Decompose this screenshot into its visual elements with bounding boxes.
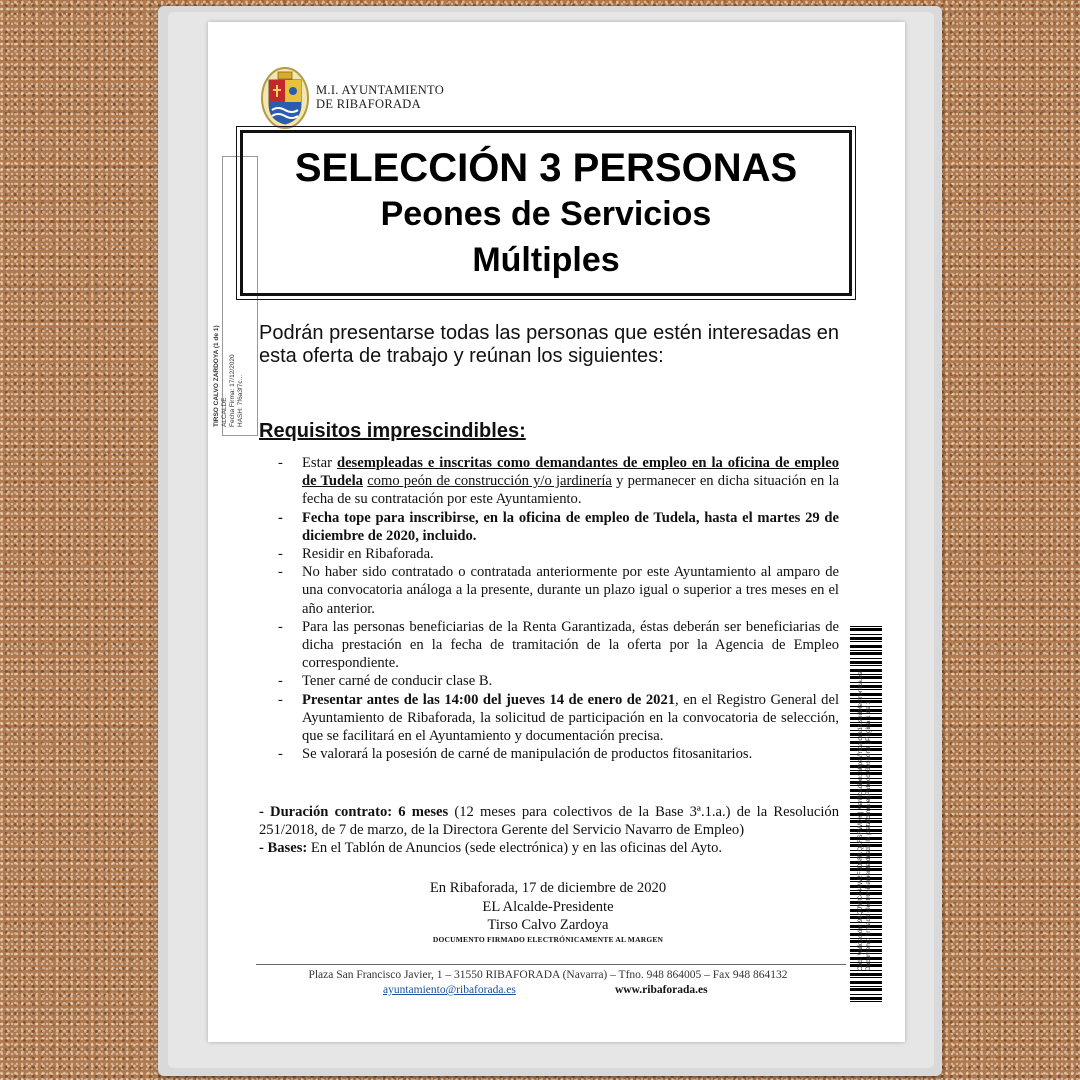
contract-and-bases: [259, 803, 839, 858]
barcode-bar: [850, 988, 882, 991]
list-item: - No haber sido contratado o contratada anteriormente por este Ayuntamiento al amparo de una convocatoria análoga a la presente, durante un plazo igual o superior a tres meses en el año anterior.: [278, 564, 839, 617]
list-item: - Fecha tope para inscribirse, en la oficina de empleo de Tudela, hasta el martes 29 de diciembre de 2020, incluido.: [278, 509, 839, 544]
list-item: - Se valorará la posesión de carné de manipulación de productos fitosanitarios.: [278, 746, 753, 763]
title-line-1: SELECCIÓN 3 PERSONAS: [294, 146, 798, 190]
barcode-bar: [850, 986, 882, 987]
list-item: - Para las personas beneficiarias de la Renta Garantizada, éstas deberán ser beneficiarias de dicha prestación en la fecha de tramitación de la oferta por la Agencia de Empleo correspondiente.: [278, 618, 839, 672]
list-item: - Estar desempleadas e inscritas como demandantes de empleo en la oficina de empleo de Tudela como peón de construcción y/o jardinería y permanecer en dicha situación en la fecha de su contratación por este Ayuntamiento.: [278, 455, 839, 508]
signature-block: [208, 879, 888, 945]
barcode-bar: [850, 994, 882, 995]
barcode-bar: [850, 973, 882, 976]
footer-website: www.ribaforada.es: [615, 984, 708, 996]
bases-line: - Bases: En el Tablón de Anuncios (sede electrónica) y en las oficinas del Ayto.: [259, 840, 723, 857]
coat-of-arms-logo: [260, 66, 310, 130]
barcode-bar: [850, 637, 882, 640]
title-line-2: Peones de Servicios: [380, 195, 712, 233]
list-item: - Tener carné de conducir clase B.: [278, 673, 493, 690]
title-line-3: Múltiples: [472, 241, 620, 279]
organization-name: [316, 83, 444, 111]
verification-text: [857, 661, 873, 971]
duration-line: - Duración contrato: 6 meses (12 meses para colectivos de la Base 3ª.1.a.) de la Resolución 251/2018, de 7 de marzo, de la Directora Gerente del Servicio Navarro de Empleo): [259, 804, 840, 839]
barcode-bar: [850, 645, 882, 648]
title-box: [240, 130, 852, 296]
org-line-1: M.I. AYUNTAMIENTO: [316, 83, 445, 97]
footer-email-link[interactable]: ayuntamiento@ribaforada.es: [383, 984, 516, 996]
barcode-bar: [850, 977, 882, 978]
barcode-bar: [850, 652, 882, 655]
intro-paragraph: Podrán presentarse todas las personas que estén interesadas en esta oferta de trabajo y reúnan los siguientes:: [259, 322, 839, 367]
verification-line-2: Documento firmado electrónicamente desde la plataforma esPublico Gestiona | Página 1 de 1: [865, 700, 872, 971]
footer-divider: [256, 964, 846, 965]
stamp-line-3: Fecha Firma: 17/12/2020: [229, 354, 236, 427]
org-line-2: DE RIBAFORADA: [316, 97, 421, 111]
footer-address: Plaza San Francisco Javier, 1 – 31550 RIBAFORADA (Navarra) – Tfno. 948 864005 – Fax 948 864132: [308, 969, 788, 981]
signature-note: DOCUMENTO FIRMADO ELECTRÓNICAMENTE AL MARGEN: [432, 934, 664, 944]
barcode-bar: [850, 626, 882, 627]
verification-line-1: Cód. Validación: 94QJWC444W2FJD4R1QLFSRWDY | Verificación: https://ribaforada.sedelectronica.es/: [857, 669, 864, 971]
document-page: [208, 22, 905, 1042]
requirements-list: [278, 454, 839, 763]
requirements-heading: Requisitos imprescindibles:: [259, 420, 526, 442]
stamp-line-4: HASH: 7f6a3f7c...: [237, 374, 244, 427]
barcode-bar: [850, 650, 882, 651]
barcode-bar: [850, 981, 882, 984]
barcode-bar: [850, 641, 882, 642]
barcode-bar: [850, 628, 882, 631]
signer-name: Tirso Calvo Zardoya: [487, 917, 609, 933]
barcode-bar: [850, 634, 882, 635]
list-item: - Presentar antes de las 14:00 del jueves 14 de enero de 2021, en el Registro General del Ayuntamiento de Ribaforada, la solicitud de participación en la convocatoria de selección, que se facilitará en el Ayuntamiento y documentación precisa.: [278, 691, 840, 745]
barcode-bar: [850, 1001, 882, 1002]
place-date: En Ribaforada, 17 de diciembre de 2020: [429, 880, 667, 896]
stamp-line-1: TIRSO CALVO ZARDOYA (1 de 1): [213, 325, 220, 427]
signer-role: EL Alcalde-Presidente: [482, 898, 614, 915]
barcode-bar: [850, 997, 882, 1000]
list-item: - Residir en Ribaforada.: [278, 546, 434, 563]
barcode-bar: [850, 658, 882, 659]
stamp-line-2: ALCALDE: [221, 397, 228, 427]
